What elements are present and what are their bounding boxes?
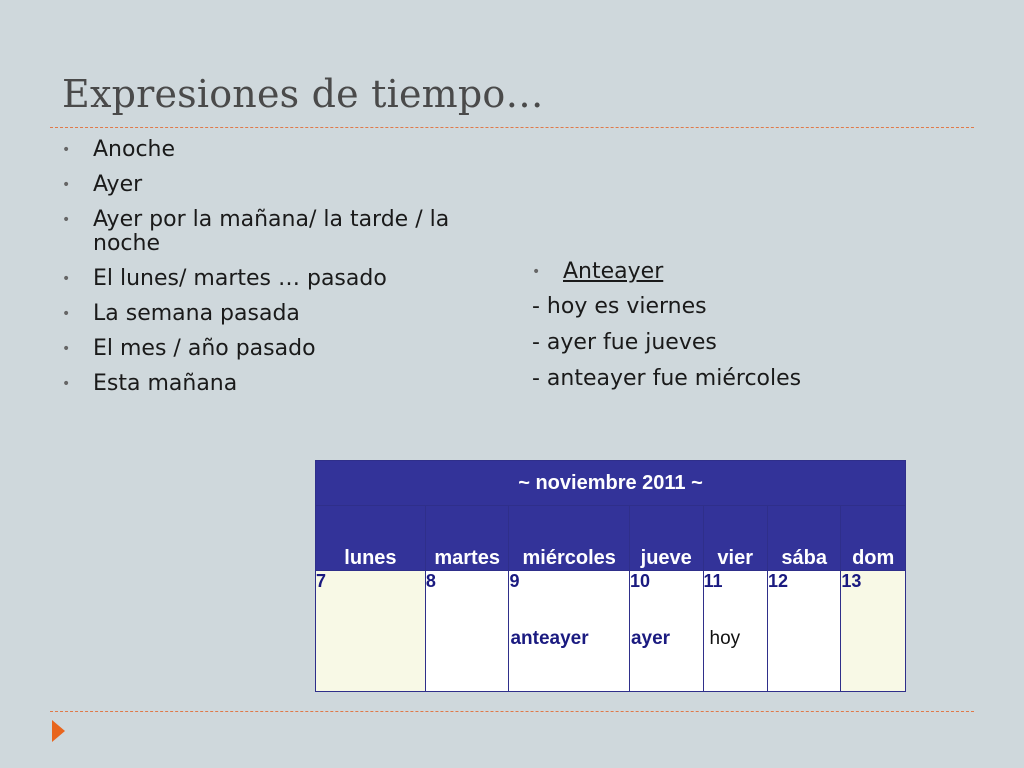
bullet-icon: • bbox=[62, 341, 71, 357]
calendar-header-row bbox=[316, 461, 906, 506]
weekday-header: lunes bbox=[316, 506, 426, 571]
footer-divider bbox=[50, 711, 974, 712]
play-triangle-icon bbox=[52, 720, 65, 742]
list-item-text: Ayer por la mañana/ la tarde / la noche bbox=[93, 207, 450, 256]
weekday-header: sába bbox=[767, 506, 840, 571]
bullet-icon: • bbox=[62, 142, 71, 158]
bullet-icon: • bbox=[62, 376, 71, 392]
date-number: 7 bbox=[316, 571, 327, 591]
bullet-icon: • bbox=[62, 177, 71, 193]
date-number: 8 bbox=[425, 571, 436, 591]
ayer-note: ayer bbox=[630, 628, 671, 649]
dates-row bbox=[316, 571, 906, 692]
list-item-text: Anoche bbox=[93, 137, 176, 162]
weekday-row bbox=[316, 506, 906, 571]
date-number: 11 bbox=[703, 571, 723, 591]
list-item-text: La semana pasada bbox=[93, 301, 300, 326]
calendar-month-title: ~ noviembre 2011 ~ bbox=[316, 461, 906, 506]
weekday-header: jueve bbox=[629, 506, 703, 571]
hoy-note: hoy bbox=[709, 628, 741, 649]
anteayer-note: anteayer bbox=[510, 628, 589, 649]
date-cell bbox=[509, 571, 629, 692]
weekday-header: vier bbox=[703, 506, 767, 571]
date-number: 9 bbox=[509, 571, 520, 591]
calendar-table bbox=[315, 460, 906, 692]
list-item bbox=[62, 173, 482, 197]
anteayer-bullet bbox=[532, 260, 972, 284]
bullet-icon: • bbox=[62, 212, 71, 228]
left-bullet-list bbox=[62, 138, 482, 407]
anteayer-heading: Anteayer bbox=[563, 259, 664, 284]
weekday-header: dom bbox=[841, 506, 906, 571]
date-cell bbox=[703, 571, 767, 692]
explanation-line: - hoy es viernes bbox=[532, 294, 707, 319]
explanation-line: - ayer fue jueves bbox=[532, 330, 717, 355]
list-item-text: El lunes/ martes … pasado bbox=[93, 266, 387, 291]
date-number: 13 bbox=[841, 571, 862, 591]
list-item bbox=[62, 337, 482, 361]
explanation-line: - anteayer fue miércoles bbox=[532, 366, 802, 391]
anteayer-explanation bbox=[532, 260, 972, 403]
list-item bbox=[62, 267, 482, 291]
list-item bbox=[62, 372, 482, 396]
bullet-icon: • bbox=[62, 271, 71, 287]
date-cell bbox=[767, 571, 840, 692]
date-cell bbox=[841, 571, 906, 692]
title-divider bbox=[50, 127, 974, 128]
date-cell bbox=[316, 571, 426, 692]
bullet-icon: • bbox=[62, 306, 71, 322]
weekday-header: miércoles bbox=[509, 506, 629, 571]
date-cell bbox=[425, 571, 509, 692]
date-cell bbox=[629, 571, 703, 692]
date-number: 12 bbox=[767, 571, 788, 591]
slide-title: Expresiones de tiempo… bbox=[62, 72, 544, 116]
list-item bbox=[62, 302, 482, 326]
list-item bbox=[62, 208, 482, 256]
list-item-text: Esta mañana bbox=[93, 371, 238, 396]
list-item bbox=[62, 138, 482, 162]
list-item-text: Ayer bbox=[93, 172, 143, 197]
date-number: 10 bbox=[629, 571, 650, 591]
list-item-text: El mes / año pasado bbox=[93, 336, 316, 361]
weekday-header: martes bbox=[425, 506, 509, 571]
bullet-icon: • bbox=[532, 264, 541, 280]
